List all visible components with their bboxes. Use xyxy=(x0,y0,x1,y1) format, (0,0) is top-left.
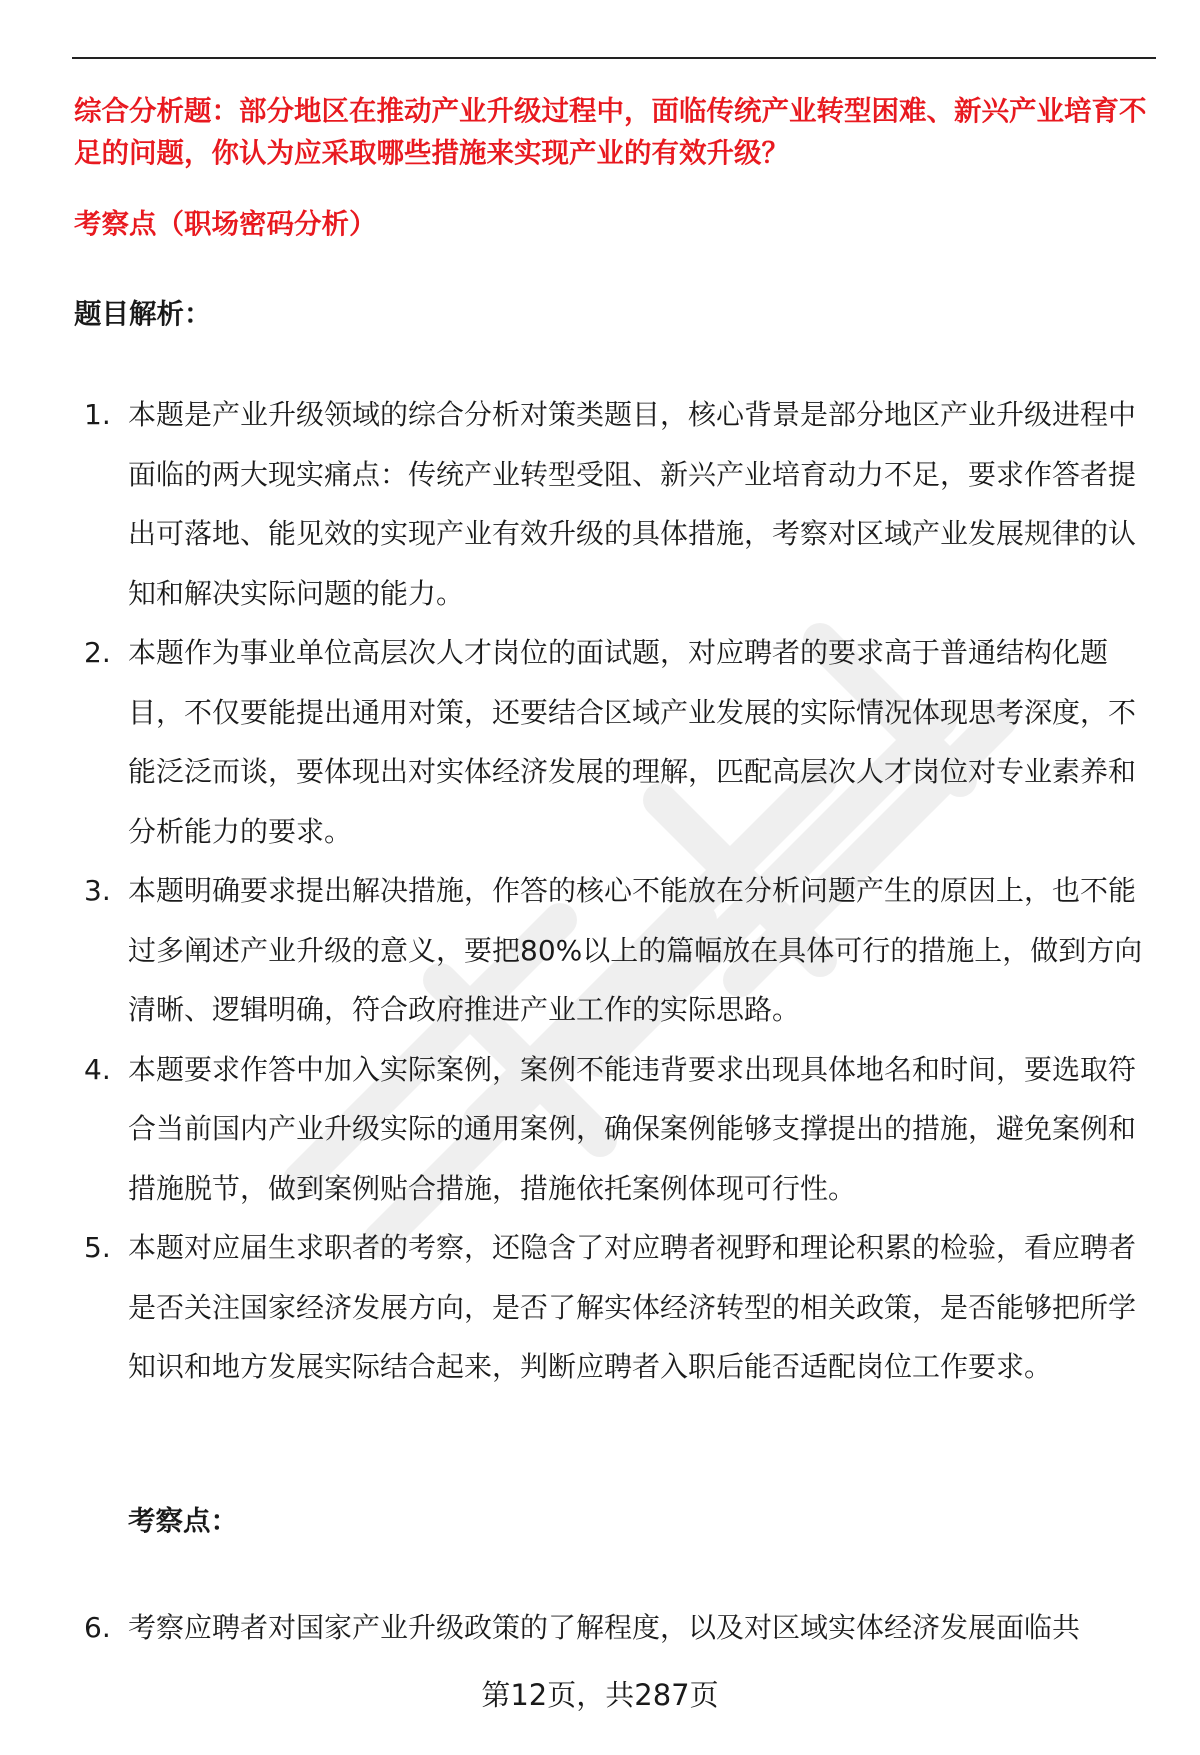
list-item xyxy=(74,1218,1156,1397)
item-text: 本题要求作答中加入实际案例，案例不能违背要求出现具体地名和时间，要选取符合当前国内产业升级实际的通用案例，确保案例能够支撑提出的措施，避免案例和措施脱节，做到案例贴合措施，措施依托案例体现可行性。 xyxy=(128,1052,1137,1205)
item-text: 本题作为事业单位高层次人才岗位的面试题，对应聘者的要求高于普通结构化题目，不仅要能提出通用对策，还要结合区域产业发展的实际情况体现思考深度，不能泛泛而谈，要体现出对实体经济发展的理解，匹配高层次人才岗位对专业素养和分析能力的要求。 xyxy=(128,636,1137,848)
item-text: 本题对应届生求职者的考察，还隐含了对应聘者视野和理论积累的检验，看应聘者是否关注国家经济发展方向，是否了解实体经济转型的相关政策，是否能够把所学知识和地方发展实际结合起来，判断应聘者入职后能否适配岗位工作要求。 xyxy=(128,1231,1137,1383)
list-item xyxy=(74,385,1156,623)
item-text: 考察应聘者对国家产业升级政策的了解程度，以及对区域实体经济发展面临共 xyxy=(128,1611,1081,1644)
top-rule xyxy=(72,57,1156,59)
item-number: 6. xyxy=(84,1611,111,1644)
item-number: 5. xyxy=(84,1231,111,1264)
analysis-title: 题目解析： xyxy=(74,298,212,330)
list-item xyxy=(74,1040,1156,1219)
item-number: 3. xyxy=(84,874,111,907)
item-number: 1. xyxy=(84,398,111,431)
item-number: 4. xyxy=(84,1052,111,1086)
examine-title: 考察点（职场密码分析） xyxy=(74,208,377,240)
item-number: 2. xyxy=(84,636,111,669)
item-text: 本题是产业升级领域的综合分析对策类题目，核心背景是部分地区产业升级进程中面临的两大现实痛点：传统产业转型受阻、新兴产业培育动力不足，要求作答者提出可落地、能见效的实现产业有效升级的具体措施，考察对区域产业发展规律的认知和解决实际问题的能力。 xyxy=(128,398,1137,610)
list-item xyxy=(74,861,1156,1040)
analysis-list xyxy=(74,385,1156,1397)
list-item xyxy=(74,1598,1156,1658)
page-number: 第12页，共287页 xyxy=(0,1675,1200,1715)
question-heading: 综合分析题：部分地区在推动产业升级过程中，面临传统产业转型困难、新兴产业培育不足的问题，你认为应采取哪些措施来实现产业的有效升级？ xyxy=(74,95,1147,169)
list-item xyxy=(74,623,1156,861)
item-text: 本题明确要求提出解决措施，作答的核心不能放在分析问题产生的原因上，也不能过多阐述产业升级的意义，要把80%以上的篇幅放在具体可行的措施上，做到方向清晰、逻辑明确，符合政府推进产业工作的实际思路。 xyxy=(128,874,1143,1026)
points-title: 考察点： xyxy=(128,1505,238,1537)
points-list xyxy=(74,1598,1156,1658)
